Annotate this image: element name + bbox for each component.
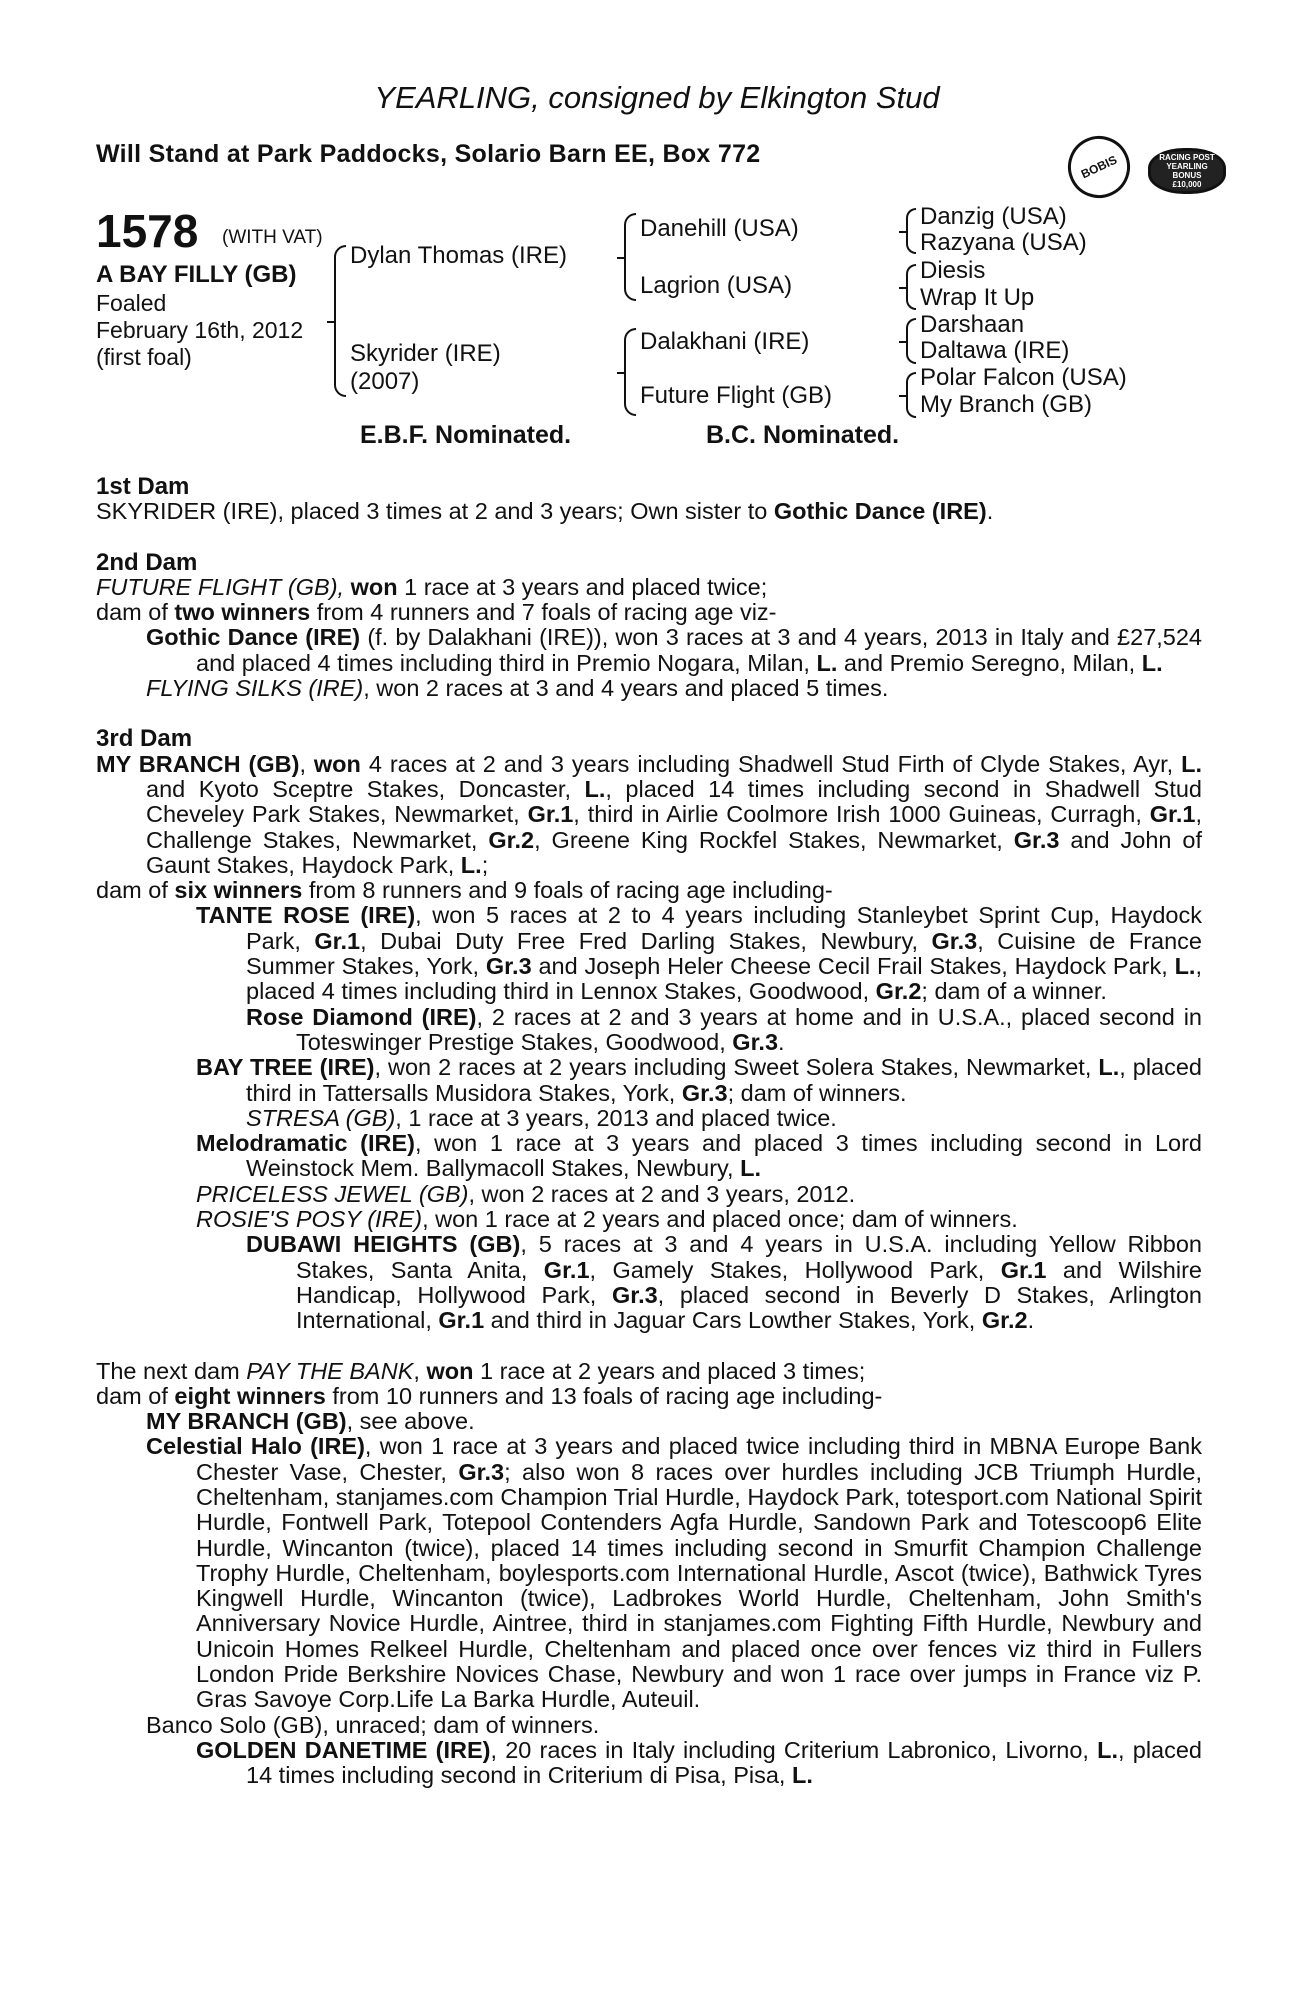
- ped-ssd: Razyana (USA): [920, 229, 1087, 256]
- produce-dubawi-heights: DUBAWI HEIGHTS (GB), 5 races at 3 and 4 years in U.S.A. including Yellow Ribbon Stakes, Santa Anita, Gr.1, Gamely Stakes, Hollywood Park, Gr.1 and Wilshire Handicap, Hollywood Park, Gr.3, placed second in Beverly D Stakes, Arlington International, Gr.1 and third in Jaguar Cars Lowther Stakes, York, Gr.2.: [246, 1231, 1202, 1334]
- brace-ss: [906, 208, 916, 254]
- second-dam-heading: 2nd Dam: [96, 548, 198, 576]
- produce-record: [96, 474, 1202, 1789]
- foaled-label: Foaled: [96, 290, 167, 316]
- stand-location: Will Stand at Park Paddocks, Solario Barn EE, Box 772: [96, 140, 761, 168]
- foal-note: (first foal): [96, 344, 192, 370]
- ped-dss: Darshaan: [920, 311, 1025, 338]
- produce-gothic-dance: Gothic Dance (IRE) (f. by Dalakhani (IRE)), won 3 races at 3 and 4 years, 2013 in Italy and £27,524 and placed 4 times including third in Premio Nogara, Milan, L. and Premio Seregno, Milan, L.: [146, 624, 1202, 676]
- produce-flying-silks: FLYING SILKS (IRE), won 2 races at 3 and 4 years and placed 5 times.: [146, 675, 889, 702]
- dam-sire: Dalakhani (IRE): [640, 328, 810, 355]
- second-dam-line2: dam of two winners from 4 runners and 7 foals of racing age viz-: [96, 599, 777, 626]
- ped-dds: Polar Falcon (USA): [920, 364, 1127, 391]
- page-title: YEARLING, consigned by Elkington Stud: [374, 80, 940, 115]
- brace-parents: [334, 245, 346, 397]
- ped-dsd: Daltawa (IRE): [920, 337, 1070, 364]
- produce-melodramatic: Melodramatic (IRE), won 1 race at 3 years and placed 3 times including second in Lord Weinstock Mem. Ballymacoll Stakes, Newbury, L.: [196, 1130, 1202, 1182]
- sire-dam: Lagrion (USA): [640, 272, 793, 299]
- sire: Dylan Thomas (IRE): [350, 242, 567, 269]
- brace-sd: [906, 264, 916, 310]
- produce-stresa: STRESA (GB), 1 race at 3 years, 2013 and placed twice.: [246, 1104, 837, 1131]
- brace-dd: [906, 372, 916, 418]
- brace-dam-parents: [624, 328, 636, 416]
- vat-note: (WITH VAT): [222, 227, 323, 248]
- sire-sire: Danehill (USA): [640, 215, 799, 242]
- foaled-date: February 16th, 2012: [96, 317, 304, 343]
- dam: Skyrider (IRE): [350, 340, 501, 367]
- next-dam-produce-summary: dam of eight winners from 10 runners and 13 foals of racing age including-: [96, 1382, 883, 1409]
- brace-sire-parents: [624, 213, 636, 301]
- bobis-logo: BOBIS: [1058, 126, 1140, 208]
- first-dam-heading: 1st Dam: [96, 473, 190, 500]
- third-dam-heading: 3rd Dam: [96, 725, 193, 753]
- produce-rose-diamond: Rose Diamond (IRE), 2 races at 2 and 3 years at home and in U.S.A., placed second in Toteswinger Prestige Stakes, Goodwood, Gr.3.: [246, 1003, 1202, 1055]
- produce-golden-danetime: GOLDEN DANETIME (IRE), 20 races in Italy including Criterium Labronico, Livorno, L., placed 14 times including second in Criterium di Pisa, Pisa, L.: [196, 1736, 1203, 1789]
- bc-nominated: B.C. Nominated.: [706, 421, 900, 449]
- produce-rosies-posy: ROSIE'S POSY (IRE), won 1 race at 2 years and placed once; dam of winners.: [196, 1206, 1018, 1233]
- lot-number: 1578: [96, 205, 199, 257]
- ped-ddd: My Branch (GB): [920, 391, 1093, 418]
- ebf-nominated: E.B.F. Nominated.: [360, 421, 572, 449]
- second-dam-line1: FUTURE FLIGHT (GB), won 1 race at 3 years and placed twice;: [96, 573, 768, 600]
- produce-my-branch: MY BRANCH (GB), see above.: [146, 1408, 475, 1435]
- produce-priceless-jewel: PRICELESS JEWEL (GB), won 2 races at 2 and 3 years, 2012.: [196, 1180, 856, 1207]
- third-dam-my-branch: MY BRANCH (GB), won 4 races at 2 and 3 years including Shadwell Stud Firth of Clyde Stakes, Ayr, L. and Kyoto Sceptre Stakes, Doncaster, L., placed 14 times including second in Shadwell Stud Cheveley Park Stakes, Newmarket, Gr.1, third in Airlie Coolmore Irish 1000 Guineas, Curragh, Gr.1, Challenge Stakes, Newmarket, Gr.2, Greene King Rockfel Stakes, Newmarket, Gr.3 and John of Gaunt Stakes, Haydock Park, L.;: [96, 750, 1203, 878]
- produce-tante-rose: TANTE ROSE (IRE), won 5 races at 2 to 4 years including Stanleybet Sprint Cup, Haydock Park, Gr.1, Dubai Duty Free Fred Darling Stakes, Newbury, Gr.3, Cuisine de France Summer Stakes, York, Gr.3 and Joseph Heler Cheese Cecil Frail Stakes, Haydock Park, L., placed 4 times including third in Lennox Stakes, Goodwood, Gr.2; dam of a winner.: [196, 902, 1202, 1005]
- ped-sdd: Wrap It Up: [920, 284, 1035, 311]
- yearling-bonus-logo: RACING POST YEARLING BONUS £10,000: [1148, 148, 1226, 194]
- next-dam-line1: The next dam PAY THE BANK, won 1 race at 2 years and placed 3 times;: [96, 1357, 866, 1384]
- dam-dam: Future Flight (GB): [640, 382, 833, 409]
- ped-sss: Danzig (USA): [920, 203, 1067, 230]
- produce-bay-tree: BAY TREE (IRE), won 2 races at 2 years including Sweet Solera Stakes, Newmarket, L., placed third in Tattersalls Musidora Stakes, York, Gr.3; dam of winners.: [196, 1054, 1202, 1106]
- first-dam-text: SKYRIDER (IRE), placed 3 times at 2 and 3 years; Own sister to Gothic Dance (IRE).: [96, 498, 994, 525]
- horse-name: A BAY FILLY (GB): [96, 261, 297, 288]
- dam-year: (2007): [350, 368, 420, 395]
- brace-ds: [906, 318, 916, 364]
- produce-celestial-halo: Celestial Halo (IRE), won 1 race at 3 years and placed twice including third in MBNA Europe Bank Chester Vase, Chester, Gr.3; also won 8 races over hurdles including JCB Triumph Hurdle, Cheltenham, stanjames.com Champion Trial Hurdle, Haydock Park, totesport.com National Spirit Hurdle, Fontwell Park, Totepool Contenders Agfa Hurdle, Sandown Park and Totescoop6 Elite Hurdle, Wincanton (twice), placed 14 times including second in Smurfit Champion Challenge Trophy Hurdle, Cheltenham, boylesports.com International Hurdle, Ascot (twice), Bathwick Tyres Kingwell Hurdle, Wincanton (twice), Ladbrokes World Hurdle, Cheltenham, John Smith's Anniversary Novice Hurdle, Aintree, third in stanjames.com Fighting Fifth Hurdle, Newbury and Unicoin Homes Relkeel Hurdle, Cheltenham and placed once over fences viz third in Fullers London Pride Berkshire Novices Chase, Newbury and won 1 race over jumps in France viz P. Gras Savoye Corp.Life La Barka Hurdle, Auteuil.: [146, 1433, 1202, 1713]
- third-dam-produce-summary: dam of six winners from 8 runners and 9 foals of racing age including-: [96, 877, 833, 904]
- ped-sds: Diesis: [920, 257, 986, 284]
- produce-banco-solo: Banco Solo (GB), unraced; dam of winners.: [146, 1711, 600, 1738]
